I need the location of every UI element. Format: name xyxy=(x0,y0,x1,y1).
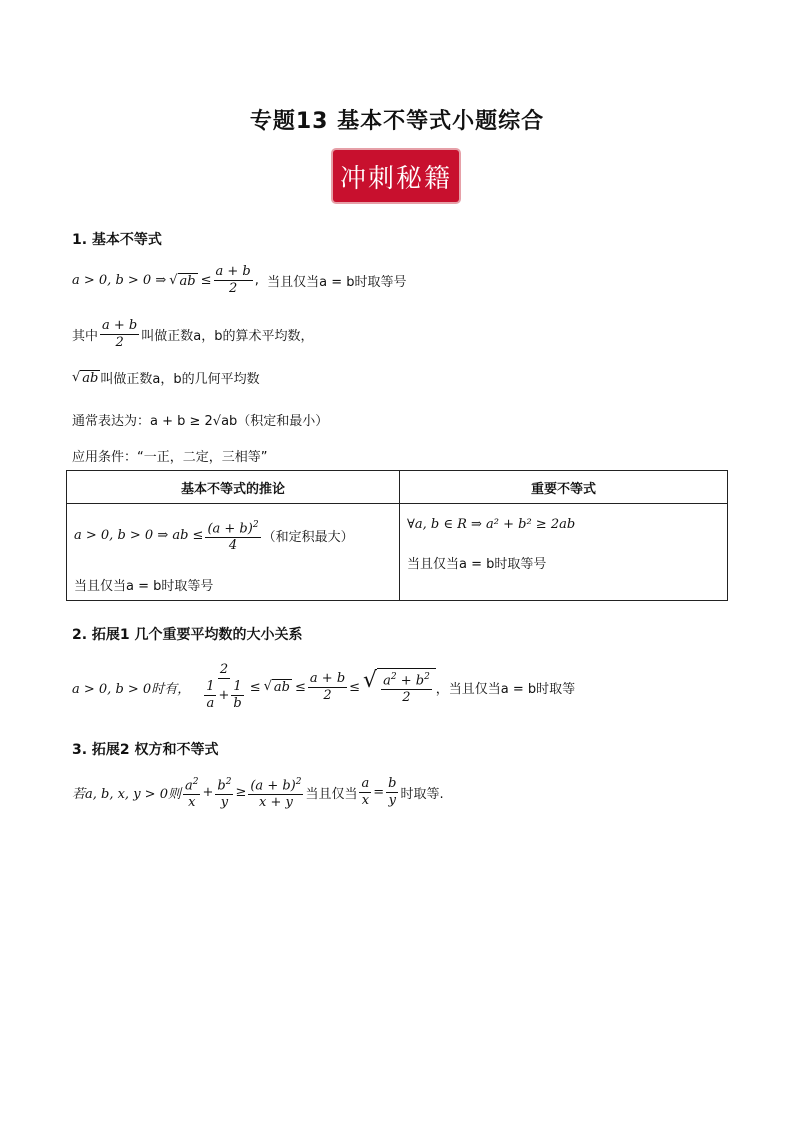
section2-heading: 2. 拓展1 几个重要平均数的大小关系 xyxy=(72,627,303,643)
line1-condition: a > 0, b > 0 ⇒ xyxy=(72,273,167,288)
line2-tail: 叫做正数a，b的算术平均数， xyxy=(141,329,314,344)
line1-tail: 当且仅当a = b时取等号 xyxy=(267,275,407,290)
section3-tail: 时取等. xyxy=(400,787,444,803)
corollary-equality: 当且仅当a = b时取等号 xyxy=(74,579,214,594)
stamp-badge xyxy=(333,150,459,202)
section1-line2: 其中 $\frac{a + b}{2}$ 叫做正数a，b的算术平均数， xyxy=(72,318,314,350)
section1-line4: 通常表达为：a + b ≥ 2√ab（积定和最小） xyxy=(72,414,329,429)
table-cell-corollary: a > 0, b > 0 ⇒ ab ≤ $\frac{(a + b)^2}{4}$ （和定积最大） 当且仅当a = b时取等号 xyxy=(67,504,400,601)
page-title: 专题13 基本不等式小题综合 xyxy=(249,109,545,134)
section3-pre: 若a, b, x, y > 0则 xyxy=(72,787,181,803)
inequality-table xyxy=(66,470,728,601)
section1-line3: √ ab 叫做正数a，b的几何平均数 xyxy=(72,369,260,387)
line2-pre: 其中 xyxy=(72,329,99,344)
sqrt-ab: √ ab xyxy=(169,272,196,289)
section1-line1: a > 0, b > 0 ⇒ √ ab ≤ $\frac{a + b}{2}$ , 当且仅当a = b时取等号 xyxy=(72,264,407,296)
stamp-label: 冲刺秘籍 xyxy=(339,163,452,194)
table-header-corollary: 基本不等式的推论 xyxy=(67,471,400,504)
section2-line: a > 0, b > 0时有， 2 $\frac{1}{a}$ + $\frac{1}{b}$ ≤ √ ab ≤ $\frac{a + b}{2}$ ≤ √ $\frac{a^2 + b^2}{2}$ ，当且仅当a = b时取等 xyxy=(72,662,576,711)
section3-line: 若a, b, x, y > 0则 $\frac{a^2}{x}$ + $\frac{b^2}{y}$ ≥ $\frac{(a + b)^2}{x + y}$ 当且仅当 $\frac{a}{x}$ = $\frac{b}{y}$ 时取等. xyxy=(72,774,444,811)
section1-line5: 应用条件：“一正，二定，三相等” xyxy=(72,450,268,465)
section3-mid: 当且仅当 xyxy=(305,787,358,803)
frac-mean: $\frac{a + b}{2}$ xyxy=(215,264,251,296)
corollary-note: （和定积最大） xyxy=(262,530,354,546)
section2-pre: a > 0, b > 0时有， xyxy=(72,681,191,697)
line3-tail: 叫做正数a，b的几何平均数 xyxy=(100,372,260,387)
section1-heading: 1. 基本不等式 xyxy=(72,232,162,248)
corollary-formula: a > 0, b > 0 ⇒ ab ≤ xyxy=(74,528,204,544)
table-header-important: 重要不等式 xyxy=(400,471,728,504)
important-formula: ∀a, b ∈ R ⇒ a² + b² ≥ 2ab xyxy=(407,517,576,532)
important-equality: 当且仅当a = b时取等号 xyxy=(407,557,547,572)
section3-heading: 3. 拓展2 权方和不等式 xyxy=(72,742,219,758)
table-cell-important xyxy=(400,504,728,601)
section2-tail: ，当且仅当a = b时取等 xyxy=(435,681,576,697)
